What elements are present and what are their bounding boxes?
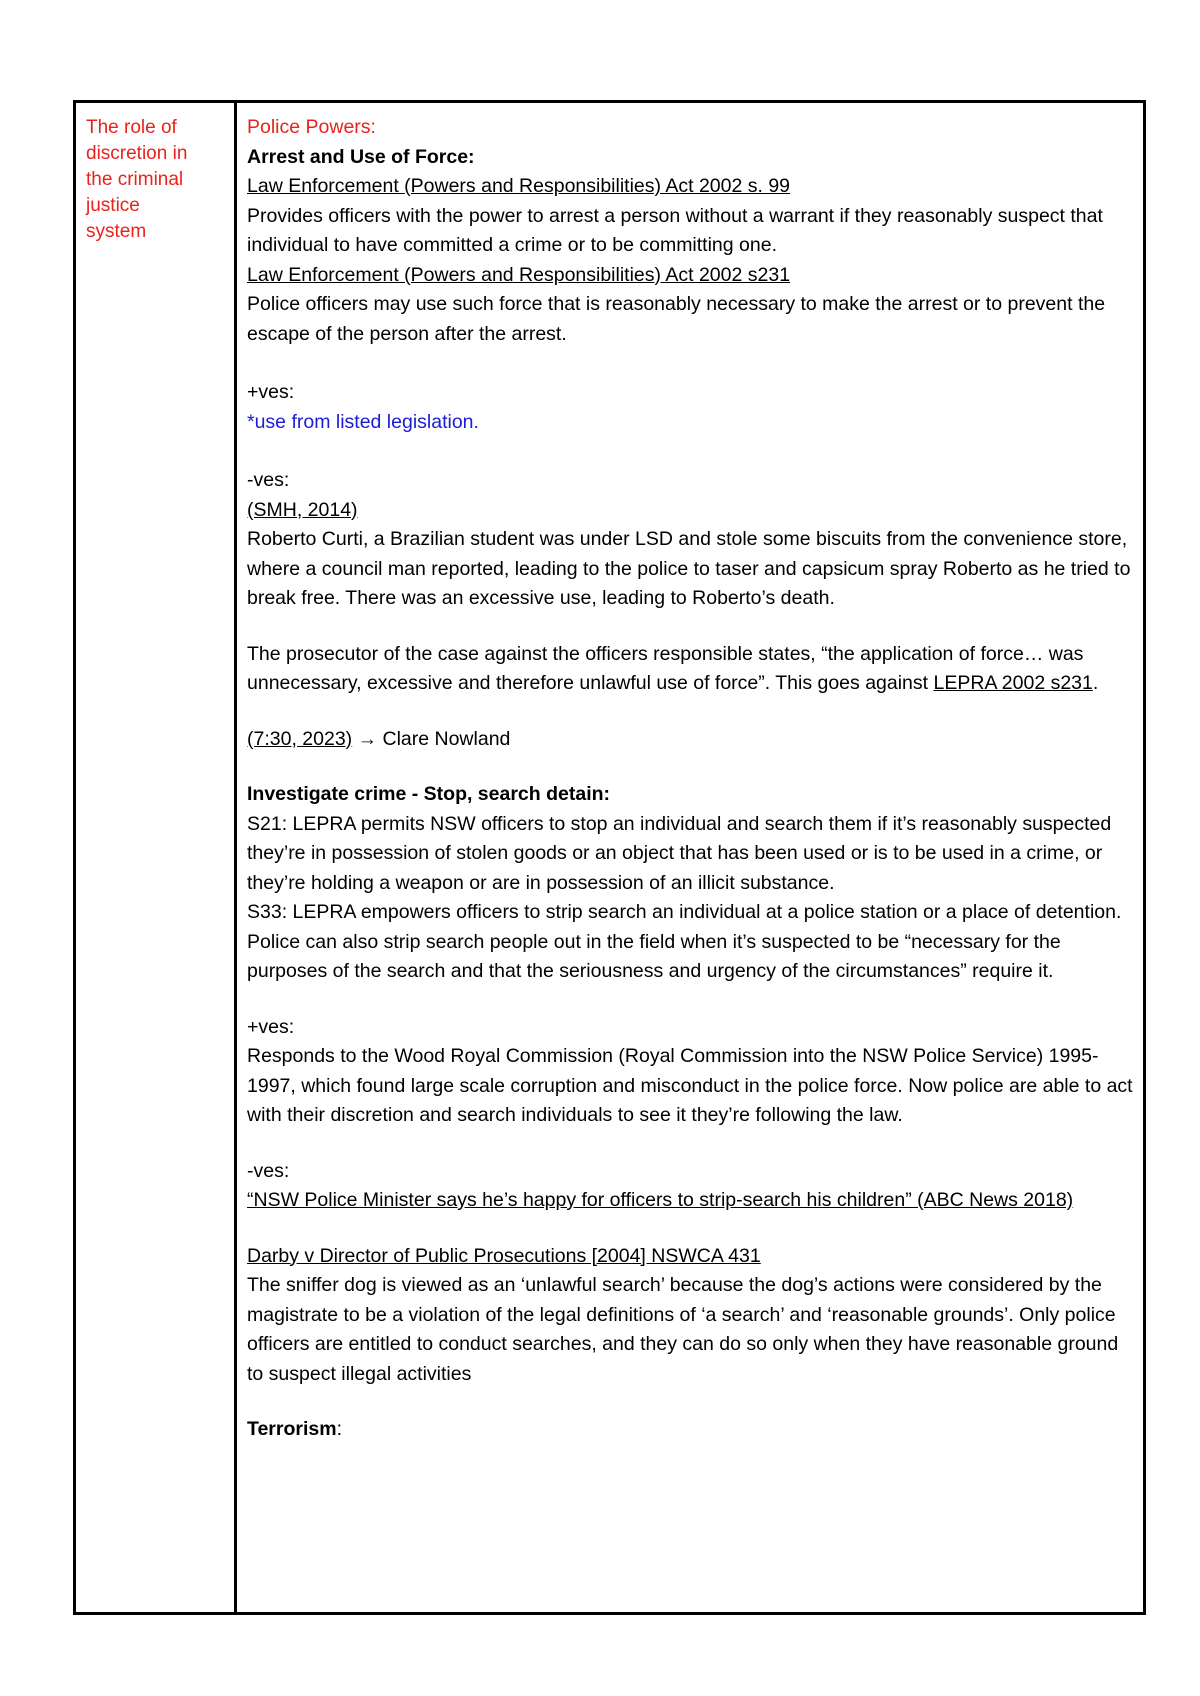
investigate-title: Investigate crime - Stop, search detain: — [247, 783, 611, 805]
prosecutor-end: . — [1092, 672, 1099, 694]
source-730-line — [247, 725, 1133, 755]
arrest-title: Arrest and Use of Force: — [247, 145, 475, 168]
source-730-rest: → Clare Nowland — [352, 727, 511, 750]
prosecutor-text: The prosecutor of the case against the officers responsible states, “the application of force… was unnecessary, excessive and therefore unlawful use of force”. This goes against — [247, 642, 1084, 694]
abc-news-reference: “NSW Police Minister says he’s happy for officers to strip-search his children” (ABC News 2018) — [247, 1189, 1074, 1211]
arrest-positives-label: +ves: — [247, 381, 295, 403]
arrest-negatives-label: -ves: — [247, 469, 290, 491]
law-s231-text: Police officers may use such force that is reasonably necessary to make the arrest or to prevent the escape of the person after the arrest. — [247, 293, 1106, 345]
lepra-s231-reference: LEPRA 2002 s231 — [933, 672, 1093, 694]
terrorism-title: Terrorism — [247, 1418, 337, 1440]
s33-text: S33: LEPRA empowers officers to strip search an individual at a police station or a place of detention. Police can also strip search people out in the field when it’s suspected to be “necessary for the purposes of the search and that the seriousness and urgency of the circumstances” require it. — [247, 901, 1122, 982]
darby-case-reference: Darby v Director of Public Prosecutions [2004] NSWCA 431 — [247, 1244, 761, 1267]
content-cell — [237, 103, 1143, 1612]
prosecutor-paragraph — [247, 640, 1133, 699]
curti-case-text: Roberto Curti, a Brazilian student was under LSD and stole some biscuits from the convenience store, where a council man reported, leading to the police to taser and capsicum spray Roberto as he tried to break free. There was an excessive use, leading to Roberto’s death. — [247, 528, 1131, 609]
notes-table — [73, 100, 1146, 1615]
terrorism-line — [247, 1415, 1133, 1445]
arrest-positives-text: *use from listed legislation. — [247, 410, 479, 433]
source-smh: (SMH, 2014) — [247, 498, 358, 521]
terrorism-colon: : — [336, 1418, 343, 1440]
section-heading: Police Powers: — [247, 116, 376, 138]
darby-case-text: The sniffer dog is viewed as an ‘unlawful search’ because the dog’s actions were considered by the magistrate to be a violation of the legal definitions of ‘a search’ and ‘reasonable grounds’. Only police officers are entitled to conduct searches, and they can do so only when they have reasonable ground to suspect illegal activities — [247, 1274, 1119, 1385]
law-reference-s99: Law Enforcement (Powers and Responsibilities) Act 2002 s. 99 — [247, 175, 791, 197]
investigate-negatives-label: -ves: — [247, 1159, 290, 1182]
s21-text: S21: LEPRA permits NSW officers to stop an individual and search them if it’s reasonably suspected they’re in possession of stolen goods or an object that has been used or is to be used in a crime, or they’re holding a weapon or are in possession of an illicit substance. — [247, 812, 1112, 894]
topic-heading: The role of discretion in the criminal justice system — [86, 117, 188, 242]
investigate-positives-label: +ves: — [247, 1015, 295, 1038]
law-reference-s231: Law Enforcement (Powers and Responsibilities) Act 2002 s231 — [247, 263, 791, 286]
investigate-positives-text: Responds to the Wood Royal Commission (Royal Commission into the NSW Police Service) 1995-1997, which found large scale corruption and misconduct in the police force. Now police are able to act with their discretion and search individuals to see it they’re following the law. — [247, 1045, 1133, 1126]
topic-cell — [76, 103, 237, 1612]
source-730: (7:30, 2023) — [247, 727, 353, 750]
law-s99-text: Provides officers with the power to arrest a person without a warrant if they reasonably suspect that individual to have committed a crime or to be committing one. — [247, 204, 1103, 256]
